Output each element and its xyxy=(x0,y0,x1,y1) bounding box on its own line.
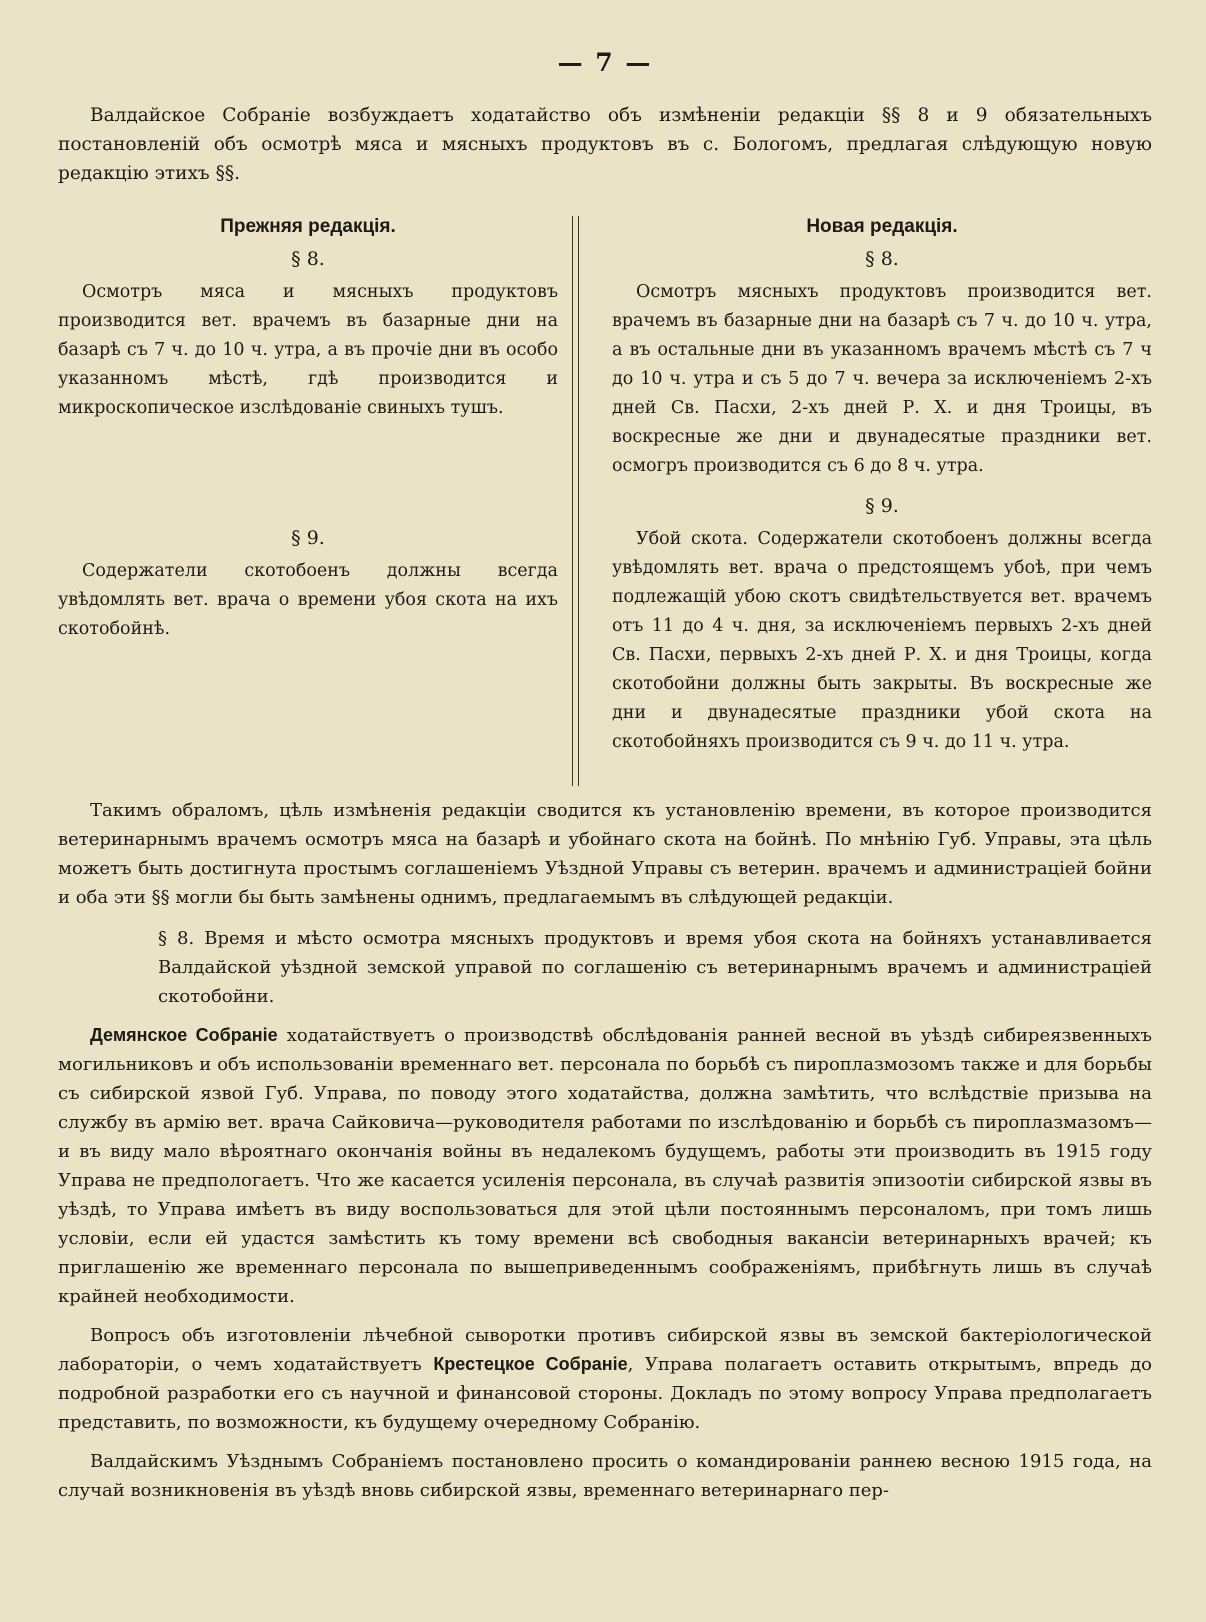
comparison-columns xyxy=(58,216,1152,786)
new-section-8-text: Осмотръ мясныхъ продуктовъ производится вет. врачемъ въ базарные дни на базарѣ съ 7 ч. до 10 ч. утра, а въ остальные дни въ указанномъ врачемъ мѣстѣ съ 7 ч до 10 ч. утра и съ 5 до 7 ч. вечера за исключеніемъ 2-хъ дней Св. Пасхи, 2-хъ дней Р. Х. и дня Троицы, въ воскресные же дни и двунадесятые праздники вет. осмогръ производится съ 6 до 8 ч. утра. xyxy=(612,282,1152,476)
paragraph-demyansk-text: ходатайствуетъ о производствѣ обслѣдованія ранней весной въ уѣздѣ сибиреязвенныхъ могильниковъ и объ использованіи временнаго вет. персонала по борьбѣ съ пироплазмозомъ также и для борьбы съ сибирской язвой Губ. Управа, по поводу этого ходатайства, должна замѣтить, что вслѣдствіе призыва на службу въ армію вет. врача Сайковича—руководителя работами по изслѣдованію и борьбѣ съ пироплазмазомъ—и въ виду мало вѣроятнаго окончанія войны въ недалекомъ будущемъ, работы эти производить въ 1915 году Управа не предпологаетъ. Что же касается усиленія персонала, въ случаѣ развитія эпизоотіи сибирской язвы въ уѣздѣ, то Управа имѣетъ въ виду воспользоваться для этой цѣли постояннымъ персоналомъ, при томъ лишь условіи, если ей удастся замѣстить къ тому времени всѣ свободныя вакансіи ветеринарныхъ врачей; къ приглашенію же временнаго персонала по вышеприведеннымъ соображеніямъ, прибѣгнуть лишь въ случаѣ крайней необходимости. xyxy=(58,1025,1152,1307)
assembly-name-demyansk: Демянское Собраніе xyxy=(90,1025,278,1045)
old-section-9-mark: § 9. xyxy=(291,527,325,549)
spacer xyxy=(612,481,1152,491)
paragraph-serum xyxy=(58,1321,1152,1437)
new-section-9-mark: § 9. xyxy=(865,495,899,517)
new-section-8-mark: § 8. xyxy=(865,248,899,270)
column-divider xyxy=(572,216,579,786)
new-edition-column xyxy=(612,216,1152,786)
paragraph-serum-before: Вопросъ объ изготовленіи лѣчебной сыворотки противъ сибирской язвы въ земской бактеріологической лабораторіи, о чемъ ходатайствуетъ xyxy=(58,1325,1152,1375)
old-edition-heading: Прежняя редакція. xyxy=(220,216,396,237)
intro-paragraph: Валдайское Собраніе возбуждаетъ ходатайство объ измѣненіи редакціи §§ 8 и 9 обязательныхъ постановленій объ осмотрѣ мяса и мясныхъ продуктовъ въ с. Бологомъ, предлагая слѣдующую новую редакцію этихъ §§. xyxy=(58,105,1152,184)
old-section-8-text: Осмотръ мяса и мясныхъ продуктовъ производится вет. врачемъ въ базарные дни на базарѣ съ 7 ч. до 10 ч. утра, а въ прочіе дни въ особо указанномъ мѣстѣ, гдѣ производится и микроскопическое изслѣдованіе свиныхъ тушъ. xyxy=(58,282,558,418)
old-section-9-text: Содержатели скотобоенъ должны всегда увѣдомлять вет. врача о времени убоя скота на ихъ скотобойнѣ. xyxy=(58,561,558,639)
old-section-8-mark: § 8. xyxy=(291,248,325,270)
old-edition-column xyxy=(58,216,558,786)
page-number: — 7 — xyxy=(557,48,653,77)
new-section-9-text: Убой скота. Содержатели скотобоенъ должны всегда увѣдомлять вет. врача о предстоящемъ убоѣ, при чемъ подлежащій убою скотъ свидѣтельствуется вет. врачемъ отъ 11 до 4 ч. дня, за исключеніемъ первыхъ 2-хъ дней Св. Пасхи, первыхъ 2-хъ дней Р. Х. и дня Троицы, когда скотобойни должны быть закрыты. Въ воскресные же дни и двунадесятые праздники убой скота на скотобойняхъ производится съ 9 ч. до 11 ч. утра. xyxy=(612,529,1152,752)
new-edition-heading: Новая редакція. xyxy=(806,216,958,237)
paragraph-aim: Такимъ обраломъ, цѣль измѣненія редакціи сводится къ установленію времени, въ которое производится ветеринарнымъ врачемъ осмотръ мяса на базарѣ и убойнаго скота на бойнѣ. По мнѣнію Губ. Управы, эта цѣль можетъ быть достигнута простымъ соглашеніемъ Уѣздной Управы съ ветерин. врачемъ и администраціей бойни и оба эти §§ могли бы быть замѣнены однимъ, предлагаемымъ въ слѣдующей редакціи. xyxy=(58,800,1152,908)
paragraph-valdai: Валдайскимъ Уѣзднымъ Собраніемъ постановлено просить о командированіи раннею весною 1915 года, на случай возникновенія въ уѣздѣ вновь сибирской язвы, временнаго ветеринарнаго пер- xyxy=(58,1451,1152,1501)
spacer xyxy=(58,423,558,523)
paragraph-demyansk xyxy=(58,1021,1152,1311)
paragraph-serum-after: , Управа полагаетъ оставить открытымъ, впредь до подробной разработки его съ научной и финансовой стороны. Докладъ по этому вопросу Управа предполагаетъ представить, по возможности, къ будущему очередному Собранію. xyxy=(58,1354,1153,1433)
proposed-section-8: § 8. Время и мѣсто осмотра мясныхъ продуктовъ и время убоя скота на бойняхъ устанавливается Валдайской уѣздной земской управой по соглашенію съ ветеринарнымъ врачемъ и администраціей скотобойни. xyxy=(158,928,1152,1007)
assembly-name-krestetsk: Крестецкое Собраніе xyxy=(433,1354,628,1374)
